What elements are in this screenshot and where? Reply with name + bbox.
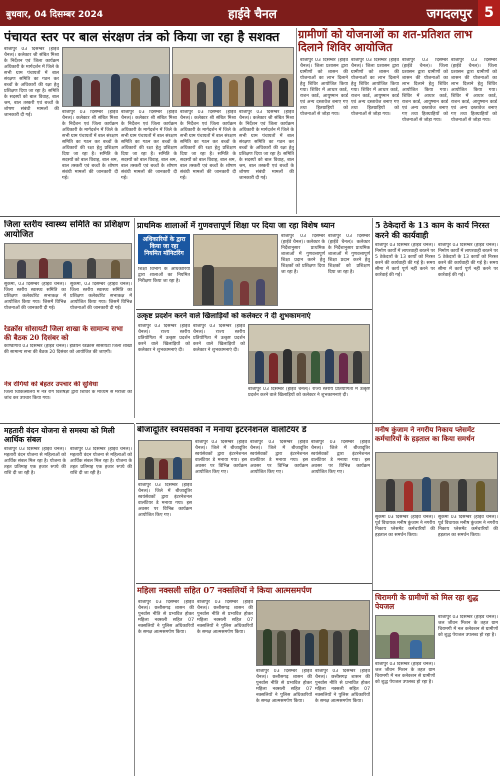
story-naxal-col1: बीजापुर 03 दिसम्बर (हाईवे चैनल)। छत्तीसगढ़ शासन की पुनर्वास नीति से प्रभावित होकर महिला नक्सली सहित 07 नक्सलियों ने पुलिस अधिकारियों के समक्ष आत्मसमर्पण किया। (138, 600, 194, 635)
story-primary-school-col1: बीजापुर 03 दिसम्बर (हाईवे चैनल)। कलेक्टर के निर्देशानुसार प्राथमिक शालाओं में गुणवत्तापूर्ण शिक्षा प्रदान करने हेतु शिक्षकों को प्रशिक्षण दिया जा रहा है। (281, 234, 325, 275)
story-contractors-col2: बीजापुर 03 दिसम्बर (हाईवे चैनल)। निर्माण कार्यों में लापरवाही बरतने पर 5 ठेकेदारों के 13 कार्यों को निरस्त करने की कार्यवाही की गई है। समय सीमा में कार्य पूर्ण नहीं करने पर कार्रवाई की गई। (438, 243, 498, 278)
headline-top-right: ग्रामीणों को योजनाओं का शत-प्रतिशत लाभ दिलाने शिविर आयोजित (298, 28, 473, 54)
headline-eye-patients: नेत्र रोगियों को बेहतर उपचार की सुविधा (4, 381, 98, 388)
headline-top-left: पंचायत स्तर पर बाल संरक्षण तंत्र को किया जा रहा है सशक्त (4, 30, 280, 44)
headline-naxal: महिला नक्सली सहित 07 नक्सलियों ने किया आत्मसमर्पण (137, 586, 312, 595)
story-mahtari-col2: बीजापुर 03 दिसम्बर (हाईवे चैनल)। महतारी वंदन योजना से महिलाओं को आर्थिक संबल मिल रहा है। योजना के तहत प्रतिमाह एक हजार रुपये की राशि दी जा रही है। (70, 447, 132, 476)
story-volunteers-col3: बीजापुर 03 दिसम्बर (हाईवे चैनल)। जिले में बीजादूतिर स्वयंसेवकों द्वारा इंटरनेशनल वालंटियर डे मनाया गया। इस अवसर पर विभिन्न कार्यक्रम आयोजित किए गए। (250, 440, 308, 475)
story-players-col1: बीजापुर 03 दिसम्बर (हाईवे चैनल)। राज्य स्तरीय प्रतियोगिता में उत्कृष्ट प्रदर्शन करने वाले खिलाड़ियों को कलेक्टर ने शुभकामनाएं दी। (138, 324, 190, 353)
story-health-col1: सुकमा, 03 दिसम्बर (हाईवे चैनल)। जिला स्तरीय स्वास्थ्य समिति का प्रशिक्षण कलेक्टोरेट सभाकक्ष में आयोजित किया गया। जिसमें विभिन्न योजनाओं की जानकारी दी गई। (4, 282, 66, 311)
photo-classroom (193, 234, 278, 306)
story-volunteers-col2: बीजापुर 03 दिसम्बर (हाईवे चैनल)। जिले में बीजादूतिर स्वयंसेवकों द्वारा इंटरनेशनल वालंटियर डे मनाया गया। इस अवसर पर विभिन्न कार्यक्रम आयोजित किए गए। (195, 440, 247, 475)
headline-strike-support: मनीष कुंजाम ने नगरीय निकाय प्लेसमेंट कर्मचारियों के हड़ताल का किया समर्थन (375, 426, 475, 443)
story-top-right-col4: बीजापुर 03 दिसम्बर (हाईवे चैनल)। जिला प्रशासन द्वारा ग्रामीणों को शासन की योजनाओं का लाभ दिलाने हेतु शिविर आयोजित किया गया। शिविर में आधार कार्ड, राशन कार्ड, आयुष्मान कार्ड एवं अन्य दस्तावेज बनाए गए तथा हितग्राहियों को योजनाओं से जोड़ा गया। (451, 58, 497, 123)
paper-name: हाईवे चैनल (228, 6, 277, 21)
masthead (0, 0, 500, 26)
headline-contractors: 5 ठेकेदारों के 13 काम के कार्य निरस्त करने की कार्यवाही (375, 221, 490, 240)
story-strike-col2: सुकमा 03 दिसम्बर (हाईवे चैनल)। पूर्व विधायक मनीष कुंजाम ने नगरीय निकाय प्लेसमेंट कर्मचारियों की हड़ताल का समर्थन किया। (438, 515, 498, 538)
story-players-col2: बीजापुर 03 दिसम्बर (हाईवे चैनल)। राज्य स्तरीय प्रतियोगिता में उत्कृष्ट प्रदर्शन करने वाले खिलाड़ियों को कलेक्टर ने शुभकामनाएं दी। (193, 324, 245, 353)
story-top-right-col1: बीजापुर 03 दिसम्बर (हाईवे चैनल)। जिला प्रशासन द्वारा ग्रामीणों को शासन की योजनाओं का लाभ दिलाने हेतु शिविर आयोजित किया गया। शिविर में आधार कार्ड, राशन कार्ड, आयुष्मान कार्ड एवं अन्य दस्तावेज बनाए गए तथा हितग्राहियों को योजनाओं से जोड़ा गया। (300, 58, 348, 117)
headline-mahtari: महतारी वंदन योजना से समस्या को मिली आर्थिक संबल (4, 426, 115, 444)
photo-participants (172, 47, 294, 107)
story-naxal-col4: बीजापुर 03 दिसम्बर (हाईवे चैनल)। छत्तीसगढ़ शासन की पुनर्वास नीति से प्रभावित होकर महिला नक्सली सहित 07 नक्सलियों ने पुलिस अधिकारियों के समक्ष आत्मसमर्पण किया। (315, 669, 370, 704)
story-eye-patients: जिला चिकित्सालय में नेत्र रोग विशेषज्ञों द्वारा शिविर के माध्यम से मरीजों की जांच कर उपचार किया गया। (4, 390, 132, 401)
story-water-col2: बीजापुर 03 दिसम्बर (हाईवे चैनल)। जल जीवन मिशन के तहत ग्राम चिरामगी में नल कनेक्शन से ग्रामीणों को शुद्ध पेयजल उपलब्ध हो रहा है। (438, 615, 498, 638)
edition-city: जगदलपुर (426, 7, 472, 22)
story-water-col1: बीजापुर 03 दिसम्बर (हाईवे चैनल)। जल जीवन मिशन के तहत ग्राम चिरामगी में नल कनेक्शन से ग्रामीणों को शुद्ध पेयजल उपलब्ध हो रहा है। (375, 662, 435, 685)
story-primary-school-col2: बीजापुर 03 दिसम्बर (हाईवे चैनल)। कलेक्टर के निर्देशानुसार प्राथमिक शालाओं में गुणवत्तापूर्ण शिक्षा प्रदान करने हेतु शिक्षकों को प्रशिक्षण दिया जा रहा है। (328, 234, 370, 275)
headline-players: उत्कृष्ट प्रदर्शन करने वाले खिलाड़ियों को कलेक्टर ने दी शुभकामनाएं (137, 312, 311, 320)
story-top-left-col2: बीजापुर 03 दिसम्बर (हाईवे चैनल)। कलेक्टर श्री संबित मिश्रा के निर्देशन एवं जिला कार्यक्रम अधिकारी के मार्गदर्शन में जिले के सभी ग्राम पंचायतों में बाल संरक्षण समिति का गठन कर बच्चों के अधिकारों की रक्षा हेतु प्रशिक्षण दिया जा रहा है। समिति के सदस्यों को बाल विवाह, बाल श्रम, बाल तस्करी एवं बच्चों के शोषण संबंधी मामलों की जानकारी दी गई। (62, 110, 118, 181)
photo-meeting-hall (62, 47, 170, 107)
headline-redcross: रेडक्रॉस सोसायटी जिला शाखा के सामान्य सभा की बैठक 20 दिसंबर को (4, 325, 123, 342)
photo-surrender (256, 600, 370, 666)
story-health-col2: सुकमा, 03 दिसम्बर (हाईवे चैनल)। जिला स्तरीय स्वास्थ्य समिति का प्रशिक्षण कलेक्टोरेट सभाकक्ष में आयोजित किया गया। जिसमें विभिन्न योजनाओं की जानकारी दी गई। (70, 282, 132, 311)
story-mahtari-col1: बीजापुर 03 दिसम्बर (हाईवे चैनल)। महतारी वंदन योजना से महिलाओं को आर्थिक संबल मिल रहा है। योजना के तहत प्रतिमाह एक हजार रुपये की राशि दी जा रही है। (4, 447, 66, 476)
issue-date: बुधवार, 04 दिसम्बर 2024 (6, 9, 104, 20)
story-strike-col1: सुकमा 03 दिसम्बर (हाईवे चैनल)। पूर्व विधायक मनीष कुंजाम ने नगरीय निकाय प्लेसमेंट कर्मचारियों की हड़ताल का समर्थन किया। (375, 515, 435, 538)
story-naxal-col2: बीजापुर 03 दिसम्बर (हाईवे चैनल)। छत्तीसगढ़ शासन की पुनर्वास नीति से प्रभावित होकर महिला नक्सली सहित 07 नक्सलियों ने पुलिस अधिकारियों के समक्ष आत्मसमर्पण किया। (197, 600, 253, 635)
story-volunteers-col1: बीजापुर 03 दिसम्बर (हाईवे चैनल)। जिले में बीजादूतिर स्वयंसेवकों द्वारा इंटरनेशनल वालंटियर डे मनाया गया। इस अवसर पर विभिन्न कार्यक्रम आयोजित किए गए। (138, 483, 192, 518)
story-top-right-col3: बीजापुर 03 दिसम्बर (हाईवे चैनल)। जिला प्रशासन द्वारा ग्रामीणों को शासन की योजनाओं का लाभ दिलाने हेतु शिविर आयोजित किया गया। शिविर में आधार कार्ड, राशन कार्ड, आयुष्मान कार्ड एवं अन्य दस्तावेज बनाए गए तथा हितग्राहियों को योजनाओं से जोड़ा गया। (402, 58, 448, 123)
story-players-col3: बीजापुर 03 दिसम्बर (हाईवे चैनल)। राज्य स्तरीय प्रतियोगिता में उत्कृष्ट प्रदर्शन करने वाले खिलाड़ियों को कलेक्टर ने शुभकामनाएं दी। (248, 387, 370, 398)
photo-volunteers-group (138, 440, 192, 480)
photo-water-tap (375, 615, 435, 659)
story-officials-monitoring: शिक्षा विभाग के अधिकारियों द्वारा शालाओं का नियमित निरीक्षण किया जा रहा है। (138, 267, 190, 284)
photo-players (248, 324, 370, 384)
headline-health-committee: जिला स्तरीय स्वास्थ्य समिति का प्रशिक्षण आयोजित (4, 220, 130, 240)
headline-volunteers: बीजादूतिर स्वयंसेवकों ने मनाया इंटरनेशनल वालंटियर डे (137, 426, 307, 435)
story-top-left-col3: बीजापुर 03 दिसम्बर (हाईवे चैनल)। कलेक्टर श्री संबित मिश्रा के निर्देशन एवं जिला कार्यक्रम अधिकारी के मार्गदर्शन में जिले के सभी ग्राम पंचायतों में बाल संरक्षण समिति का गठन कर बच्चों के अधिकारों की रक्षा हेतु प्रशिक्षण दिया जा रहा है। समिति के सदस्यों को बाल विवाह, बाल श्रम, बाल तस्करी एवं बच्चों के शोषण संबंधी मामलों की जानकारी दी गई। (121, 110, 177, 181)
story-top-left-col5: बीजापुर 03 दिसम्बर (हाईवे चैनल)। कलेक्टर श्री संबित मिश्रा के निर्देशन एवं जिला कार्यक्रम अधिकारी के मार्गदर्शन में जिले के सभी ग्राम पंचायतों में बाल संरक्षण समिति का गठन कर बच्चों के अधिकारों की रक्षा हेतु प्रशिक्षण दिया जा रहा है। समिति के सदस्यों को बाल विवाह, बाल श्रम, बाल तस्करी एवं बच्चों के शोषण संबंधी मामलों की जानकारी दी गई। (239, 110, 294, 181)
story-redcross: कोण्डागांव 03 दिसम्बर (हाईवे चैनल)। इंडियन रेडक्रॉस सोसायटी जिला शाखा की सामान्य सभा की बैठक 20 दिसंबर को आयोजित की जाएगी। (4, 344, 132, 355)
page-number: 5 (478, 0, 500, 26)
story-top-right-col2: बीजापुर 03 दिसम्बर (हाईवे चैनल)। जिला प्रशासन द्वारा ग्रामीणों को शासन की योजनाओं का लाभ दिलाने हेतु शिविर आयोजित किया गया। शिविर में आधार कार्ड, राशन कार्ड, आयुष्मान कार्ड एवं अन्य दस्तावेज बनाए गए तथा हितग्राहियों को योजनाओं से जोड़ा गया। (351, 58, 399, 117)
headline-water: चिरामगी के ग्रामीणों को मिल रहा शुद्ध पेयजल (375, 593, 479, 611)
story-volunteers-col4: बीजापुर 03 दिसम्बर (हाईवे चैनल)। जिले में बीजादूतिर स्वयंसेवकों द्वारा इंटरनेशनल वालंटियर डे मनाया गया। इस अवसर पर विभिन्न कार्यक्रम आयोजित किए गए। (311, 440, 370, 475)
headline-primary-school: प्राथमिक शालाओं में गुणवत्तापूर्ण शिक्षा पर दिया जा रहा विशेष ध्यान (137, 221, 335, 230)
story-top-left-col4: बीजापुर 03 दिसम्बर (हाईवे चैनल)। कलेक्टर श्री संबित मिश्रा के निर्देशन एवं जिला कार्यक्रम अधिकारी के मार्गदर्शन में जिले के सभी ग्राम पंचायतों में बाल संरक्षण समिति का गठन कर बच्चों के अधिकारों की रक्षा हेतु प्रशिक्षण दिया जा रहा है। समिति के सदस्यों को बाल विवाह, बाल श्रम, बाल तस्करी एवं बच्चों के शोषण संबंधी मामलों की जानकारी दी गई। (180, 110, 236, 181)
story-contractors-col1: बीजापुर 03 दिसम्बर (हाईवे चैनल)। निर्माण कार्यों में लापरवाही बरतने पर 5 ठेकेदारों के 13 कार्यों को निरस्त करने की कार्यवाही की गई है। समय सीमा में कार्य पूर्ण नहीं करने पर कार्रवाई की गई। (375, 243, 435, 278)
story-naxal-col3: बीजापुर 03 दिसम्बर (हाईवे चैनल)। छत्तीसगढ़ शासन की पुनर्वास नीति से प्रभावित होकर महिला नक्सली सहित 07 नक्सलियों ने पुलिस अधिकारियों के समक्ष आत्मसमर्पण किया। (256, 669, 312, 704)
story-top-left-col1: बीजापुर 03 दिसम्बर (हाईवे चैनल)। कलेक्टर श्री संबित मिश्रा के निर्देशन एवं जिला कार्यक्रम अधिकारी के मार्गदर्शन में जिले के सभी ग्राम पंचायतों में बाल संरक्षण समिति का गठन कर बच्चों के अधिकारों की रक्षा हेतु प्रशिक्षण दिया जा रहा है। समिति के सदस्यों को बाल विवाह, बाल श्रम, बाल तस्करी एवं बच्चों के शोषण संबंधी मामलों की जानकारी दी गई। (4, 47, 59, 118)
box-officials-monitoring: अधिकारियों के द्वारा किया जा रहा नियमित मॉनिटरिंग (138, 234, 190, 264)
photo-strike (375, 452, 498, 512)
photo-health-training (4, 243, 132, 279)
